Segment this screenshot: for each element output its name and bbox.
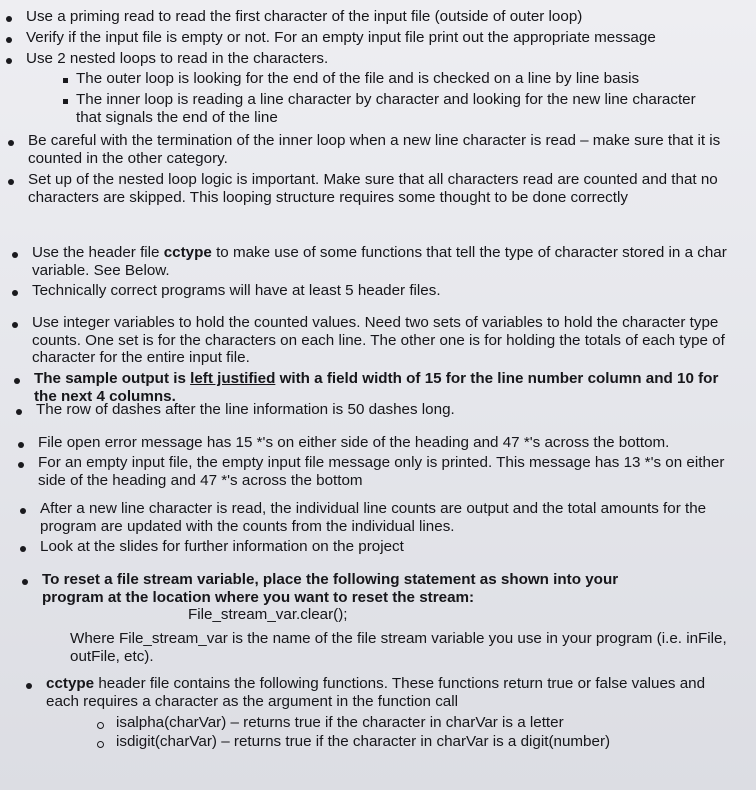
bullet-icon xyxy=(20,508,26,514)
list-item xyxy=(116,714,736,732)
bullet-icon xyxy=(6,16,12,22)
list-item xyxy=(28,132,743,167)
list-item-text: cctype header file contains the following functions. These functions return true or false values and each requires a character as the argument in the function call xyxy=(46,675,706,710)
list-item-text: Be careful with the termination of the inner loop when a new line character is read – make sure that it is counted in the other category. xyxy=(28,132,721,167)
list-item-text: The sample output is left justified with a field width of 15 for the line number column and 10 for the next 4 columns. xyxy=(34,370,719,405)
list-item xyxy=(76,70,726,88)
list-item xyxy=(76,91,716,126)
list-item-text: Look at the slides for further information on the project xyxy=(40,538,404,555)
bullet-icon xyxy=(18,462,24,468)
list-item-text: Set up of the nested loop logic is important. Make sure that all characters read are counted and that no characters are skipped. This looping structure requires some thought to be done correctly xyxy=(28,171,718,206)
list-item xyxy=(38,454,738,489)
list-item-text: To reset a file stream variable, place the following statement as shown into your program at the location where you want to reset the stream: xyxy=(42,571,619,606)
bullet-icon xyxy=(8,179,14,185)
circle-bullet-icon xyxy=(97,741,104,748)
list-item-text: Use the header file cctype to make use of some functions that tell the type of character stored in a char variable. See Below. xyxy=(32,244,727,279)
cctype-keyword: cctype xyxy=(163,244,212,261)
list-item-text: The row of dashes after the line information is 50 dashes long. xyxy=(36,401,455,418)
list-item xyxy=(42,571,662,606)
bullet-icon xyxy=(14,378,20,384)
bullet-icon xyxy=(20,546,26,552)
list-item-text: Verify if the input file is empty or not. For an empty input file print out the appropriate message xyxy=(26,29,656,46)
list-item-text: Use integer variables to hold the counted values. Need two sets of variables to hold the character type counts. One set is for the characters on each line. The other one is for holding the totals of each type of character for the entire input file. xyxy=(32,314,725,366)
bullet-icon xyxy=(8,140,14,146)
bullet-icon xyxy=(18,442,24,448)
list-item xyxy=(32,244,732,279)
list-item-text: Technically correct programs will have at least 5 header files. xyxy=(32,282,441,299)
bullet-icon xyxy=(16,409,22,415)
list-item xyxy=(26,8,726,26)
list-item-text: Where File_stream_var is the name of the file stream variable you use in your program (i.e. inFile, outFile, etc). xyxy=(70,630,727,665)
bullet-icon xyxy=(12,290,18,296)
list-item-text: isdigit(charVar) – returns true if the character in charVar is a digit(number) xyxy=(116,733,611,750)
list-item xyxy=(38,434,738,452)
list-item xyxy=(26,29,754,47)
bullet-icon xyxy=(12,252,18,258)
list-item-text: Use a priming read to read the first character of the input file (outside of outer loop) xyxy=(26,8,583,25)
bullet-icon xyxy=(6,58,12,64)
list-item-text: Use 2 nested loops to read in the characters. xyxy=(26,50,329,67)
square-bullet-icon xyxy=(63,78,68,83)
list-item xyxy=(26,50,726,68)
bullet-icon xyxy=(12,322,18,328)
list-item-text: File open error message has 15 *'s on either side of the heading and 47 *'s across the bottom. xyxy=(38,434,670,451)
list-item xyxy=(32,314,732,367)
code-statement: File_stream_var.clear(); xyxy=(188,606,348,623)
list-item xyxy=(40,500,740,535)
list-item xyxy=(40,538,740,556)
list-item xyxy=(70,630,730,665)
cctype-keyword: cctype xyxy=(46,675,95,692)
list-item-text: For an empty input file, the empty input file message only is printed. This message has 13 *'s on either side of the heading and 47 *'s across the bottom xyxy=(38,454,725,489)
list-item xyxy=(46,675,726,710)
list-item-text: After a new line character is read, the individual line counts are output and the total amounts for the program are updated with the counts from the individual lines. xyxy=(40,500,707,535)
circle-bullet-icon xyxy=(97,722,104,729)
list-item-text: The inner loop is reading a line character by character and looking for the new line character that signals the end of the line xyxy=(76,91,696,126)
bullet-icon xyxy=(26,683,32,689)
bullet-icon xyxy=(22,579,28,585)
bullet-icon xyxy=(6,37,12,43)
square-bullet-icon xyxy=(63,99,68,104)
list-item xyxy=(116,733,736,751)
list-item xyxy=(36,401,736,419)
list-item xyxy=(28,171,728,206)
list-item-text: The outer loop is looking for the end of the file and is checked on a line by line basis xyxy=(76,70,640,87)
list-item xyxy=(34,370,734,405)
list-item-text: isalpha(charVar) – returns true if the character in charVar is a letter xyxy=(116,714,564,731)
list-item xyxy=(32,282,732,300)
